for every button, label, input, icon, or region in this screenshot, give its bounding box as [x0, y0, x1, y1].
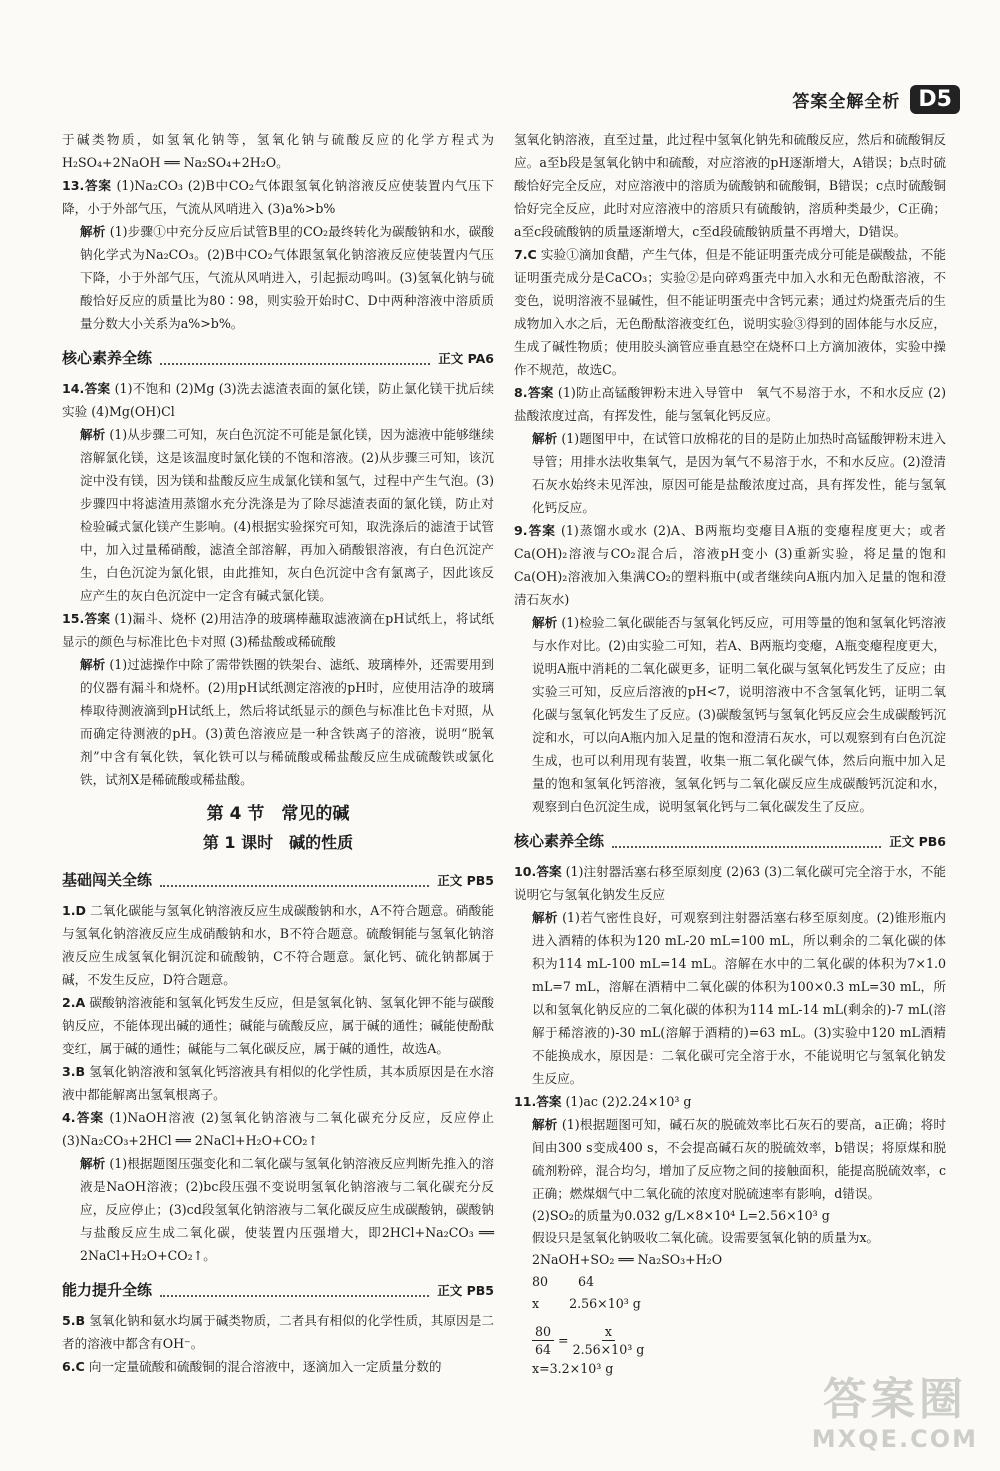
intro-text: 于碱类物质，如氢氧化钠等，氢氧化钠与硫酸反应的化学方程式为 H₂SO₄+2NaOH ══ Na₂SO₄+2H₂O。	[62, 132, 494, 170]
q7-number: 7.C	[514, 247, 537, 262]
q8-number: 8.答案	[514, 385, 554, 400]
q13-answer: (1)Na₂CO₃ (2)B中CO₂气体跟氢氧化钠溶液反应使装置内气压下降，小于外部气压，气流从风哨进入 (3)a%>b%	[62, 178, 495, 216]
question-9	[514, 519, 946, 611]
q3-number: 3.B	[62, 1064, 86, 1079]
quantity-x: x	[532, 1296, 540, 1311]
question-11	[514, 1090, 946, 1113]
header-title: 答案全解全析	[792, 91, 901, 112]
section-title: 能力提升全练	[62, 1280, 153, 1299]
page-header	[792, 82, 960, 116]
q8-answer: (1)防止高锰酸钾粉末进入导管中 氧气不易溶于水，不和水反应 (2)盐酸浓度过高，有挥发性，能与氢氧化钙反应。	[514, 385, 946, 423]
q8-analysis: (1)题图甲中，在试管口放棉花的目的是防止加热时高锰酸钾粉末进入导管；用排水法收集氧气，是因为氧气不易溶于水，不和水反应。(2)澄清石灰水始终未见浑浊，原因可能是盐酸浓度过高，具有挥发性，能与氢氧化钙反应。	[532, 431, 946, 515]
left-column	[62, 128, 494, 1378]
q6-text: 向一定量硫酸和硫酸铜的混合溶液中，逐滴加入一定质量分数的	[88, 1359, 442, 1374]
q11-answer: (1)ac (2)2.24×10³ g	[565, 1094, 692, 1109]
q10-analysis-label: 解析	[532, 910, 558, 925]
q3-text: 氢氧化钠溶液和氢氧化钙溶液具有相似的化学性质，其本质原因是在水溶液中都能解离出氢氧根离子。	[62, 1064, 494, 1102]
so2-mass-line: (2)SO₂的质量为0.032 g/L×8×10⁴ L=2.56×10³ g	[532, 1208, 830, 1223]
question-5	[62, 1309, 494, 1355]
q9-answer: (1)蒸馏水或水 (2)A、B两瓶均变瘪目A瓶的变瘪程度更大；或者Ca(OH)₂溶液与CO₂混合后，溶液pH变小 (3)重新实验，将足量的饱和Ca(OH)₂溶液加入集满CO₂的塑料瓶中(或者继续向A瓶内加入足量的饱和澄清石灰水)	[514, 523, 946, 607]
q4-analysis-block	[62, 1152, 494, 1267]
section-ref: 正文 PB6	[889, 833, 946, 849]
q6-continuation: 氢氧化钠溶液，直至过量，此过程中氢氧化钠先和硫酸反应，然后和硫酸铜反应。a至b段是氢氧化钠中和硫酸，对应溶液的pH逐渐增大，A错误；b点时硫酸恰好完全反应，对应溶液中的溶质为硫酸钠和硫酸铜，B错误；c点时硫酸铜恰好完全反应，此时对应溶液中的溶质只有硫酸钠，溶质种类最少，C正确；a至c段硫酸钠的质量逐渐增大，c至d段硫酸钠质量不再增大，D错误。	[514, 132, 946, 239]
q5-text: 氢氧化钠和氨水均属于碱类物质，二者具有相似的化学性质，其原因是二者的溶液中都含有OH⁻。	[62, 1313, 494, 1351]
q11-number: 11.答案	[514, 1094, 562, 1109]
q11-calculation	[514, 1205, 946, 1380]
q11-analysis: (1)根据题图可知，碱石灰的脱硫效率比石灰石的要高，a正确；将时间由300 s变成400 s，不会提高碱石灰的脱硫效率，b错误；将原煤和脱硫剂粉碎，混合均匀，增加了反应物之间的接触面积，能提高脱硫效率，c正确；燃煤烟气中二氧化硫的浓度对脱硫速率有影响，d错误。	[532, 1117, 946, 1201]
q14-analysis-block	[62, 423, 494, 607]
question-15	[62, 607, 494, 653]
q4-analysis-label: 解析	[80, 1156, 106, 1171]
q5-number: 5.B	[62, 1313, 86, 1328]
q15-analysis: (1)过滤操作中除了需带铁圈的铁架台、滤纸、玻璃棒外，还需要用到的仪器有漏斗和烧杯。(2)用pH试纸测定溶液的pH时，应使用洁净的玻璃棒取待测液滴到pH试纸上，然后将试纸显示的颜色与标准比色卡对照，从而确定待测液的pH。(3)黄色溶液应是一种含铁离子的溶液，说明“脱氧剂”中含有氧化铁，氧化铁可以与稀硫酸或稀盐酸反应生成硫酸铁或氯化铁，试剂X是稀硫酸或稀盐酸。	[80, 657, 494, 787]
assumption-line: 假设只是氢氧化钠吸收二氧化硫。设需要氢氧化钠的质量为x。	[532, 1230, 880, 1245]
q1-number: 1.D	[62, 903, 87, 918]
section-core-literacy-1	[62, 345, 494, 371]
q9-analysis-label: 解析	[532, 615, 558, 630]
question-8	[514, 381, 946, 427]
q8-analysis-label: 解析	[532, 431, 558, 446]
q13-number: 13.答案	[62, 178, 112, 193]
q11-analysis-block	[514, 1113, 946, 1205]
q9-analysis-block	[514, 611, 946, 818]
q14-number: 14.答案	[62, 381, 111, 396]
molar-mass-so2: 64	[578, 1274, 595, 1289]
molar-mass-row	[532, 1271, 946, 1293]
q14-analysis: (1)从步骤二可知，灰白色沉淀不可能是氯化镁，因为滤液中能够继续溶解氯化镁，这是该温度时氯化镁的不饱和溶液。(2)从步骤三可知，该沉淀中没有镁，因为镁和盐酸反应生成氯化镁和氢气，过程中产生气泡。(3)步骤四中将滤渣用蒸馏水充分洗涤是为了除尽滤渣表面的氯化镁，防止对检验碱式氯化镁产生影响。(4)根据实验探究可知，取洗涤后的滤渣于试管中，加入过量稀硝酸，滤渣全部溶解，再加入硝酸银溶液，有白色沉淀产生，白色沉淀为氯化银，由此推知，灰白色沉淀中含有氯离子，因此该反应产生的灰白色沉淀中一定含有碱式氯化镁。	[80, 427, 494, 603]
section-title: 核心素养全练	[62, 348, 153, 367]
q14-answer: (1)不饱和 (2)Mg (3)洗去滤渣表面的氯化镁，防止氯化镁干扰后续实验 (4)Mg(OH)Cl	[62, 381, 495, 419]
question-3	[62, 1060, 494, 1106]
q14-analysis-label: 解析	[80, 427, 106, 442]
q6-number: 6.C	[62, 1359, 85, 1374]
q10-analysis: (1)若气密性良好，可观察到注射器活塞右移至原刻度。(2)锥形瓶内进入酒精的体积为120 mL-20 mL=100 mL，所以剩余的二氧化碳的体积为114 mL-100 mL=14 mL。溶解在水中的二氧化碳的体积为7×1.0 mL=7 mL，溶解在酒精中二氧化碳的体积为100×0.3 mL=30 mL，所以和氢氧化钠反应的二氧化碳的体积为114 mL-14 mL(剩余的)-7 mL(溶解于稀溶液的)-30 mL(溶解于酒精的)=63 mL。(3)实验中120 mL酒精不能换成水，原因是：二氧化碳可完全溶于水，不能说明它与氢氧化钠发生反应。	[532, 910, 946, 1086]
reaction-equation: 2NaOH+SO₂ ══ Na₂SO₃+H₂O	[532, 1252, 723, 1267]
q4-answer: (1)NaOH溶液 (2)氢氧化钠溶液与二氧化碳充分反应，反应停止 (3)Na₂CO₃+2HCl ══ 2NaCl+H₂O+CO₂↑	[62, 1110, 494, 1148]
dotted-divider	[612, 834, 881, 848]
dotted-divider	[160, 1283, 429, 1297]
q15-analysis-label: 解析	[80, 657, 106, 672]
q10-answer: (1)注射器活塞右移至原刻度 (2)63 (3)二氧化碳可完全溶于水，不能说明它与氢氧化钠发生反应	[514, 864, 946, 902]
q11-analysis-label: 解析	[532, 1117, 558, 1132]
watermark-logo: 答案圈 MXQE.COM	[811, 1374, 978, 1453]
q2-text: 碳酸钠溶液能和氢氧化钙发生反应，但是氢氧化钠、氢氧化钾不能与碳酸钠反应，不能体现出碱的通性；碱能与硫酸反应，属于碱的通性；碱能使酚酞变红，属于碱的通性；碱能与二氧化碳反应，属于碱的通性，故选A。	[62, 995, 494, 1056]
q15-number: 15.答案	[62, 611, 111, 626]
fraction-left: $\frac{80}{64}$	[532, 1323, 554, 1358]
question-13	[62, 174, 494, 220]
q8-analysis-block	[514, 427, 946, 519]
q10-analysis-block	[514, 906, 946, 1090]
question-2	[62, 991, 494, 1060]
question-7	[514, 243, 946, 381]
section-basic	[62, 867, 494, 893]
q13-analysis: (1)步骤①中充分反应后试管B里的CO₂最终转化为碳酸钠和水，碳酸钠化学式为Na₂CO₃。(2)B中CO₂气体跟氢氧化钠溶液反应使装置内气压下降，小于外部气压，气流从风哨进入，引起振动鸣叫。(3)氢氧化钠与硫酸恰好反应的质量比为80∶98，则实验开始时C、D中两种溶液中溶质质量分数大小关系为a%>b%。	[80, 224, 495, 331]
question-10	[514, 860, 946, 906]
quantity-so2: 2.56×10³ g	[569, 1296, 641, 1311]
question-14	[62, 377, 494, 423]
section-title: 核心素养全练	[514, 831, 605, 850]
q13-analysis-label: 解析	[80, 224, 106, 239]
right-column	[514, 128, 946, 1380]
molar-mass-naoh: 80	[532, 1274, 549, 1289]
dotted-divider	[160, 873, 429, 887]
section-ref: 正文 PB5	[437, 872, 494, 888]
q9-analysis: (1)检验二氧化碳能否与氢氧化钙反应，可用等量的饱和氢氧化钙溶液与水作对比。(2)由实验二可知，若A、B两瓶均变瘪，A瓶变瘪程度更大，说明A瓶中消耗的二氧化碳更多，证明二氧化碳与氢氧化钙发生了反应；由实验三可知，反应后溶液的pH<7，说明溶液中不含氢氧化钙，证明二氧化碳与氢氧化钙发生了反应。(3)碳酸氢钙与氢氧化钙反应会生成碳酸钙沉淀和水，可以向A瓶内加入足量的饱和澄清石灰水，可以观察到有白色沉淀生成，也可以利用现有装置，收集一瓶二氧化碳气体，然后向瓶中加入足量的饱和氢氧化钙溶液，氢氧化钙与二氧化碳反应生成碳酸钙沉淀和水，观察到白色沉淀生成，说明氢氧化钙与二氧化碳发生了反应。	[532, 615, 946, 814]
q7-text: 实验①滴加食醋，产生气体，但是不能证明蛋壳成分可能是碳酸盐，不能证明蛋壳成分是CaCO₃；实验②是向碎鸡蛋壳中加入水和无色酚酞溶液，不变色，说明溶液不显碱性，但不能证明蛋壳中含钙元素；通过灼烧蛋壳后的生成物加入水之后，无色酚酞溶液变红色，说明实验③得到的固体能与水反应，生成了碱性物质；使用胶头滴管应垂直悬空在烧杯口上方滴加液体，实验中操作不规范，故选C。	[514, 247, 946, 377]
fraction-right: $\frac{x}{\text{2.56×10³ g}}$	[572, 1324, 645, 1357]
q4-analysis: (1)根据题图压强变化和二氧化碳与氢氧化钠溶液反应判断先推入的溶液是NaOH溶液；(2)bc段压强不变说明氢氧化钠溶液与二氧化碳充分反应，反应停止；(3)cd段氢氧化钠溶液与二氧化碳反应生成碳酸钠，碳酸钠与盐酸反应生成二氧化碳，使装置内压强增大，即2HCl+Na₂CO₃ ══ 2NaCl+H₂O+CO₂↑。	[80, 1156, 494, 1263]
lesson-title: 第 1 课时 碱的性质	[202, 833, 354, 852]
proportion-equation: $\frac{80}{64}$ = $\frac{x}{\text{2.56×10³ g}}$	[532, 1323, 644, 1358]
quantity-row	[532, 1293, 946, 1315]
section-ref: 正文 PB5	[437, 1282, 494, 1298]
q15-analysis-block	[62, 653, 494, 791]
result-line: x=3.2×10³ g	[532, 1361, 614, 1376]
q2-number: 2.A	[62, 995, 86, 1010]
q15-answer: (1)漏斗、烧杯 (2)用洁净的玻璃棒蘸取滤液滴在pH试纸上，将试纸显示的颜色与标准比色卡对照 (3)稀盐酸或稀硫酸	[62, 611, 495, 649]
chapter-title: 第 4 节 常见的碱	[206, 804, 350, 824]
section-title: 基础闯关全练	[62, 870, 153, 889]
section-ref: 正文 PA6	[438, 350, 494, 366]
q13-analysis-block	[62, 220, 494, 335]
page-number: D5	[910, 85, 960, 114]
question-4	[62, 1106, 494, 1152]
q10-number: 10.答案	[514, 864, 562, 879]
dotted-divider	[160, 351, 430, 365]
q9-number: 9.答案	[514, 523, 556, 538]
q1-text: 二氧化碳能与氢氧化钠溶液反应生成碳酸钠和水，A不符合题意。硝酸能与氢氧化钠溶液反应生成硝酸钠和水，B不符合题意。硫酸铜能与氢氧化钠溶液反应生成氢氧化铜沉淀和硫酸钠，C不符合题意。氯化钙、硫化钠都属于碱，不发生反应，D符合题意。	[62, 903, 494, 987]
section-ability	[62, 1277, 494, 1303]
q4-number: 4.答案	[62, 1110, 105, 1125]
question-1	[62, 899, 494, 991]
section-core-literacy-2	[514, 828, 946, 854]
question-6	[62, 1355, 494, 1378]
